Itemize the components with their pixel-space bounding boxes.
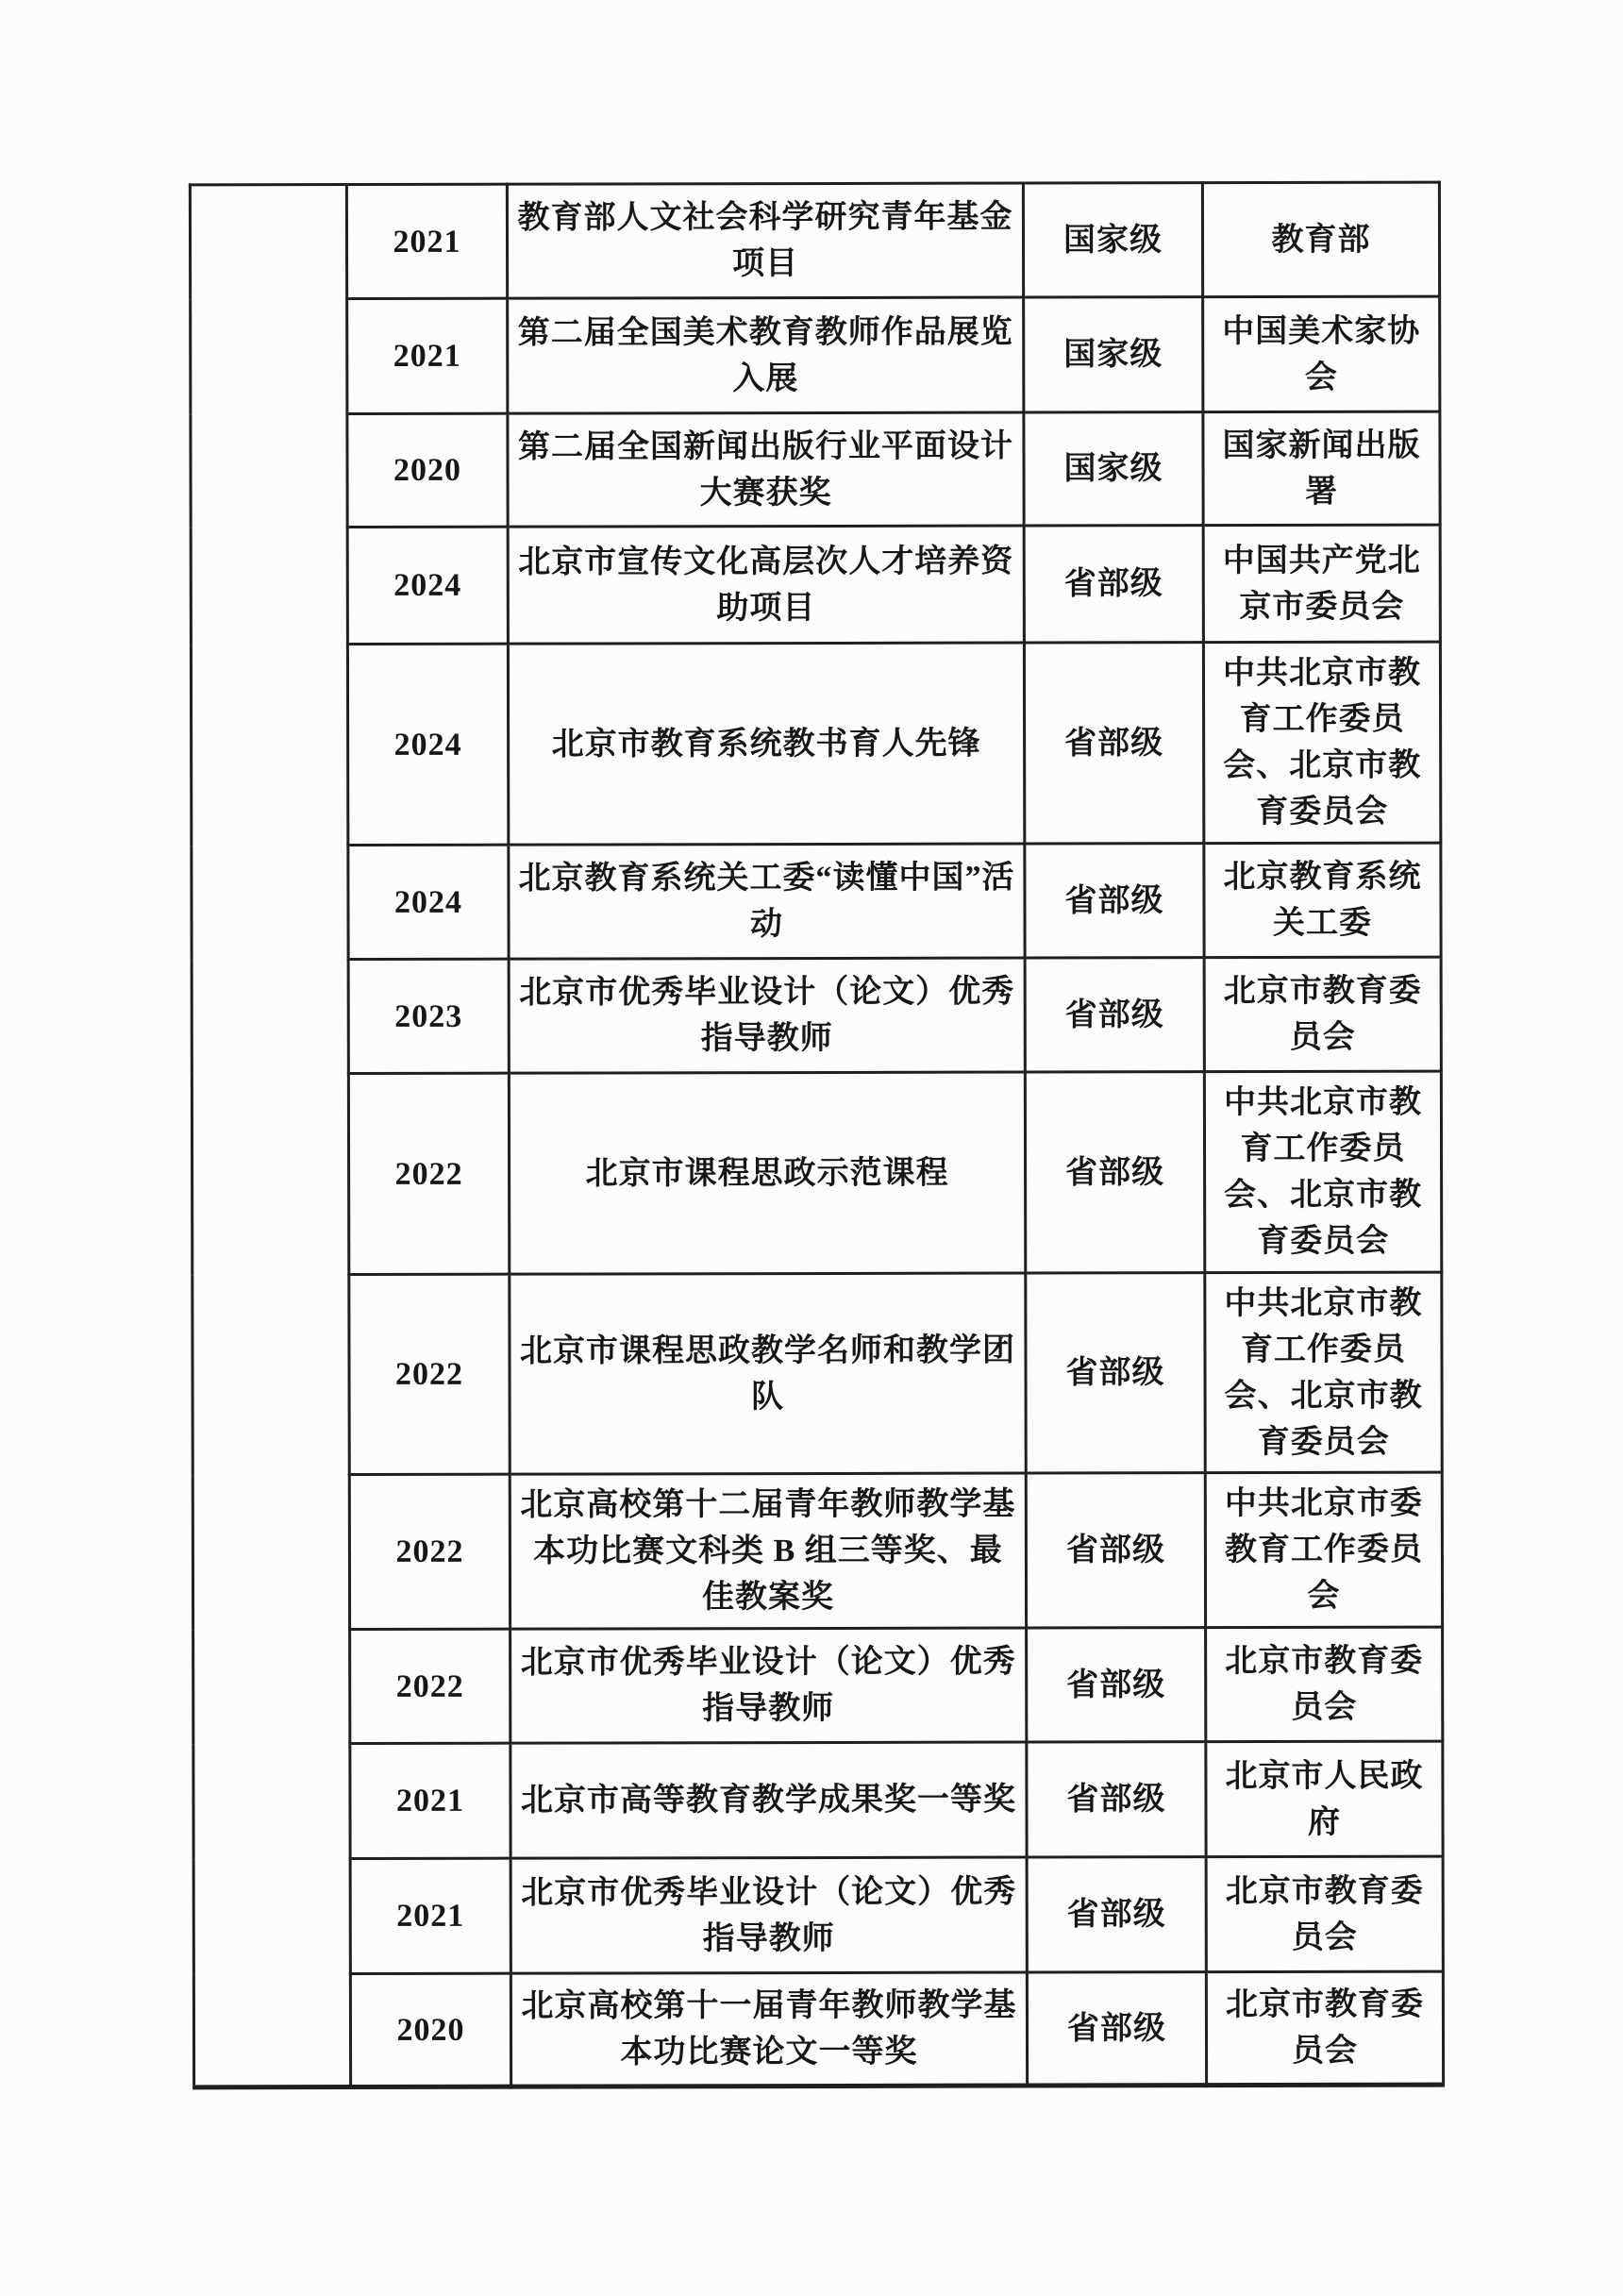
award-name-cell: 北京教育系统关工委“读懂中国”活动	[509, 844, 1025, 959]
award-name-cell: 第二届全国新闻出版行业平面设计大赛获奖	[508, 412, 1024, 527]
level-cell: 省部级	[1024, 526, 1203, 643]
table-row	[191, 296, 1440, 414]
org-cell: 中国共产党北京市委员会	[1203, 525, 1440, 643]
table-row	[192, 1071, 1441, 1275]
org-cell: 北京市教育委员会	[1206, 1971, 1443, 2086]
table-row	[193, 1741, 1443, 1859]
org-cell: 北京教育系统关工委	[1204, 843, 1441, 958]
year-cell: 2024	[347, 644, 508, 845]
org-cell: 北京市人民政府	[1206, 1741, 1443, 1857]
awards-table-body	[190, 182, 1443, 2087]
year-cell: 2021	[347, 298, 508, 413]
org-cell: 中共北京市教育工作委员会、北京市教育委员会	[1205, 1272, 1442, 1473]
awards-table-wrapper	[189, 181, 1445, 2090]
table-row	[193, 1856, 1443, 1974]
level-cell: 国家级	[1024, 297, 1203, 412]
year-cell: 2020	[350, 1973, 510, 2087]
level-cell: 省部级	[1027, 1972, 1206, 2086]
table-row	[193, 1971, 1443, 2087]
table-row	[191, 411, 1440, 528]
level-cell: 省部级	[1025, 844, 1204, 958]
award-name-cell: 教育部人文社会科学研究青年基金项目	[507, 183, 1023, 298]
award-name-cell: 北京市宣传文化高层次人才培养资助项目	[508, 526, 1024, 644]
award-name-cell: 北京市优秀毕业设计（论文）优秀指导教师	[510, 1857, 1027, 1973]
award-name-cell: 北京市优秀毕业设计（论文）优秀指导教师	[509, 958, 1025, 1073]
org-cell: 中共北京市教育工作委员会、北京市教育委员会	[1204, 1071, 1441, 1273]
award-name-cell: 北京市优秀毕业设计（论文）优秀指导教师	[510, 1628, 1027, 1743]
year-cell: 2021	[350, 1743, 510, 1858]
level-cell: 国家级	[1024, 412, 1203, 526]
level-cell: 省部级	[1026, 1473, 1205, 1628]
award-name-cell: 北京高校第十一届青年教师教学基本功比赛论文一等奖	[510, 1972, 1027, 2087]
level-cell: 省部级	[1024, 643, 1203, 844]
level-cell: 省部级	[1025, 958, 1204, 1072]
table-row	[192, 1472, 1442, 1630]
award-name-cell: 北京市课程思政教学名师和教学团队	[510, 1273, 1026, 1474]
table-row	[192, 957, 1441, 1074]
year-cell: 2022	[349, 1474, 510, 1629]
year-cell: 2024	[347, 527, 508, 644]
level-cell: 省部级	[1027, 1742, 1206, 1857]
level-cell: 省部级	[1027, 1628, 1206, 1742]
table-row	[190, 182, 1439, 299]
category-cell	[190, 185, 350, 2087]
table-row	[192, 843, 1441, 960]
award-name-cell: 北京市课程思政示范课程	[509, 1072, 1025, 1274]
award-name-cell: 北京高校第十二届青年教师教学基本功比赛文科类 B 组三等奖、最佳教案奖	[510, 1473, 1026, 1629]
org-cell: 教育部	[1202, 182, 1439, 297]
award-name-cell: 第二届全国美术教育教师作品展览入展	[508, 297, 1024, 413]
year-cell: 2022	[349, 1274, 510, 1474]
level-cell: 省部级	[1025, 1072, 1204, 1273]
org-cell: 北京市教育委员会	[1206, 1856, 1443, 1972]
award-name-cell: 北京市教育系统教书育人先锋	[508, 643, 1024, 845]
table-row	[192, 1272, 1442, 1475]
year-cell: 2024	[348, 845, 509, 959]
year-cell: 2021	[350, 1858, 510, 1973]
level-cell: 省部级	[1027, 1857, 1206, 1972]
year-cell: 2021	[346, 184, 507, 298]
year-cell: 2022	[350, 1629, 510, 1743]
org-cell: 北京市教育委员会	[1206, 1627, 1443, 1742]
awards-table	[189, 181, 1445, 2090]
org-cell: 中共北京市教育工作委员会、北京市教育委员会	[1203, 642, 1440, 844]
org-cell: 北京市教育委员会	[1204, 957, 1441, 1072]
table-row	[193, 1627, 1443, 1744]
org-cell: 国家新闻出版署	[1203, 411, 1440, 526]
table-row	[191, 525, 1440, 645]
level-cell: 省部级	[1026, 1273, 1205, 1473]
org-cell: 中共北京市委教育工作委员会	[1205, 1472, 1442, 1628]
org-cell: 中国美术家协会	[1203, 296, 1440, 412]
year-cell: 2023	[348, 959, 509, 1073]
table-row	[191, 642, 1440, 846]
level-cell: 国家级	[1023, 183, 1202, 297]
year-cell: 2022	[348, 1073, 509, 1274]
year-cell: 2020	[347, 413, 508, 527]
award-name-cell: 北京市高等教育教学成果奖一等奖	[510, 1742, 1027, 1858]
